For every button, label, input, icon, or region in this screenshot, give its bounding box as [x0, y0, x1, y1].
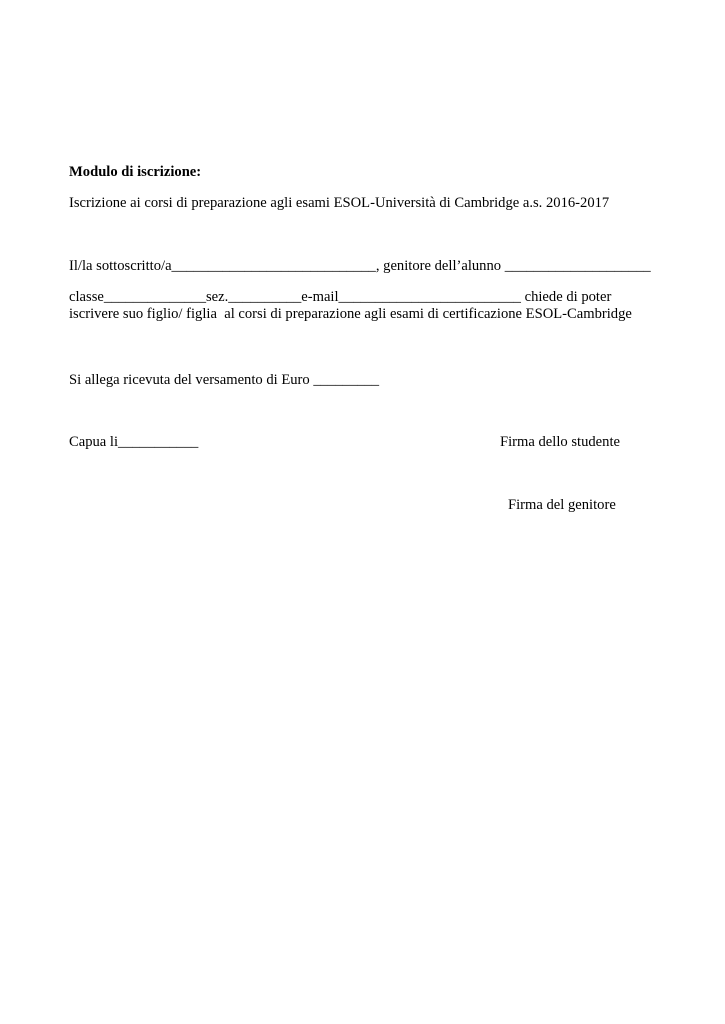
place-date-line: Capua li___________ — [69, 434, 199, 450]
parent-signature-label: Firma del genitore — [508, 497, 616, 513]
parent-name-line: Il/la sottoscritto/a____________________________, genitore dell’alunno ____________________ — [69, 258, 651, 274]
class-email-line: classe______________sez.__________e-mail_________________________ chiede di poter — [69, 289, 612, 305]
enrollment-line: iscrivere suo figlio/ figlia al corsi di preparazione agli esami di certificazione ESOL-Cambridge — [69, 306, 632, 322]
form-heading: Modulo di iscrizione: — [69, 164, 202, 180]
payment-line: Si allega ricevuta del versamento di Euro _________ — [69, 372, 380, 388]
form-subtitle: Iscrizione ai corsi di preparazione agli esami ESOL-Università di Cambridge a.s. 2016-2017 — [69, 195, 610, 211]
student-signature-label: Firma dello studente — [500, 434, 620, 450]
